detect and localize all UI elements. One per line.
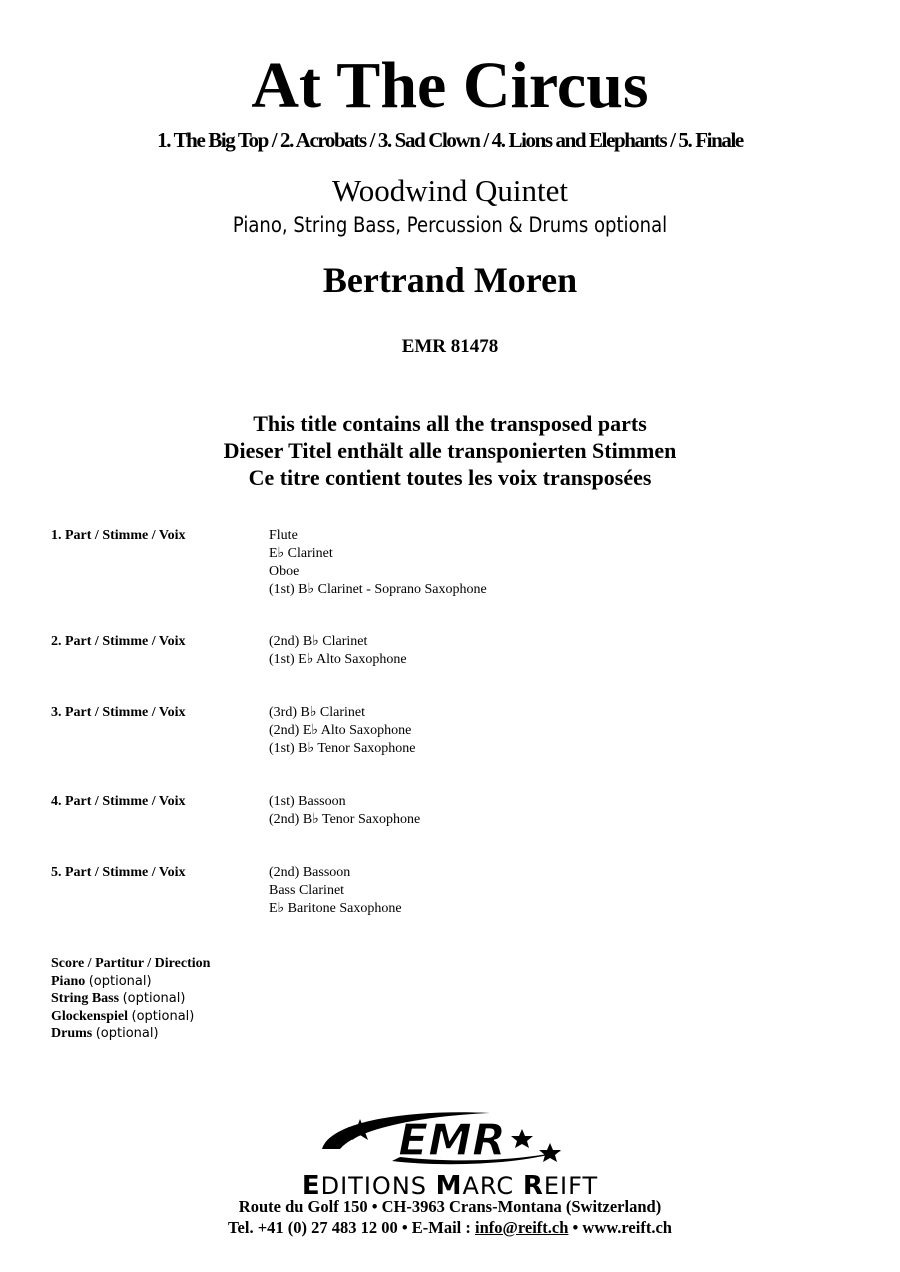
composer-name: Bertrand Moren bbox=[322, 260, 578, 300]
part-label: 5. Part / Stimme / Voix bbox=[51, 865, 186, 880]
instrument-item: (1st) Bassoon bbox=[269, 794, 346, 809]
score-item-name: Drums bbox=[51, 1026, 93, 1041]
notice-english: This title contains all the transposed parts bbox=[253, 411, 647, 436]
part-label: 1. Part / Stimme / Voix bbox=[51, 528, 186, 543]
email-link[interactable]: info@reift.ch bbox=[475, 1218, 569, 1237]
score-item-note: (optional) bbox=[122, 991, 186, 1006]
instrument-item: (1st) B♭ Clarinet - Soprano Saxophone bbox=[269, 582, 487, 597]
part-label: 3. Part / Stimme / Voix bbox=[51, 705, 186, 720]
part-label: 4. Part / Stimme / Voix bbox=[51, 794, 186, 809]
publisher-address: Route du Golf 150 • CH-3963 Crans-Montana (Switzerland) bbox=[238, 1197, 662, 1216]
notice-french: Ce titre contient toutes les voix transposées bbox=[248, 465, 652, 490]
phone-number: Tel. +41 (0) 27 483 12 00 • bbox=[228, 1218, 408, 1237]
catalog-number: EMR 81478 bbox=[401, 336, 499, 357]
instrument-item: E♭ Clarinet bbox=[269, 546, 333, 561]
instrument-item: (3rd) B♭ Clarinet bbox=[269, 705, 366, 720]
part-instruments bbox=[269, 704, 416, 758]
score-item-name: String Bass bbox=[51, 991, 120, 1006]
score-item-note: (optional) bbox=[131, 1008, 195, 1024]
instrument-item: (2nd) B♭ Tenor Saxophone bbox=[269, 812, 421, 827]
part-instruments bbox=[269, 864, 402, 918]
score-list bbox=[51, 955, 210, 1043]
score-item-note: (optional) bbox=[95, 1026, 159, 1041]
instrument-item: (2nd) E♭ Alto Saxophone bbox=[269, 723, 412, 738]
part-label: 2. Part / Stimme / Voix bbox=[51, 634, 186, 649]
transposition-notice bbox=[0, 410, 900, 491]
notice-german: Dieser Titel enthält alle transponierten Stimmen bbox=[223, 438, 677, 463]
score-item bbox=[51, 1025, 210, 1043]
optional-instruments: Piano, String Bass, Percussion & Drums optional bbox=[232, 213, 668, 237]
part-instruments bbox=[269, 793, 420, 829]
instrument-item: Oboe bbox=[269, 564, 300, 579]
email-label: E-Mail : bbox=[411, 1218, 471, 1237]
score-item-name: Piano bbox=[51, 973, 86, 989]
emr-logo bbox=[300, 1105, 600, 1176]
logo-lettering: EMR bbox=[398, 1115, 506, 1166]
instrument-item: (2nd) B♭ Clarinet bbox=[269, 634, 368, 649]
instrument-item: Flute bbox=[269, 528, 298, 543]
emr-logo-icon bbox=[300, 1105, 600, 1171]
ensemble-name: Woodwind Quintet bbox=[331, 173, 568, 208]
score-item-note: (optional) bbox=[88, 973, 152, 989]
score-item-name: Glockenspiel bbox=[51, 1008, 129, 1024]
movement-list: 1. The Big Top / 2. Acrobats / 3. Sad Clown / 4. Lions and Elephants / 5. Finale bbox=[157, 128, 743, 152]
score-item bbox=[51, 1008, 210, 1026]
publisher-name: EDITIONS MARC REIFT bbox=[301, 1171, 599, 1201]
instrument-item: (1st) E♭ Alto Saxophone bbox=[269, 652, 407, 667]
page-title: At The Circus bbox=[251, 49, 649, 122]
publisher-contact bbox=[0, 1217, 900, 1239]
instrument-item: (2nd) Bassoon bbox=[269, 865, 351, 880]
score-item bbox=[51, 990, 210, 1008]
part-instruments bbox=[269, 527, 487, 599]
score-item bbox=[51, 973, 210, 991]
instrument-item: (1st) B♭ Tenor Saxophone bbox=[269, 741, 416, 756]
score-heading: Score / Partitur / Direction bbox=[51, 956, 211, 971]
website-link[interactable]: • www.reift.ch bbox=[572, 1218, 672, 1237]
instrument-item: E♭ Baritone Saxophone bbox=[269, 901, 402, 916]
part-instruments bbox=[269, 633, 407, 669]
instrument-item: Bass Clarinet bbox=[269, 883, 345, 898]
